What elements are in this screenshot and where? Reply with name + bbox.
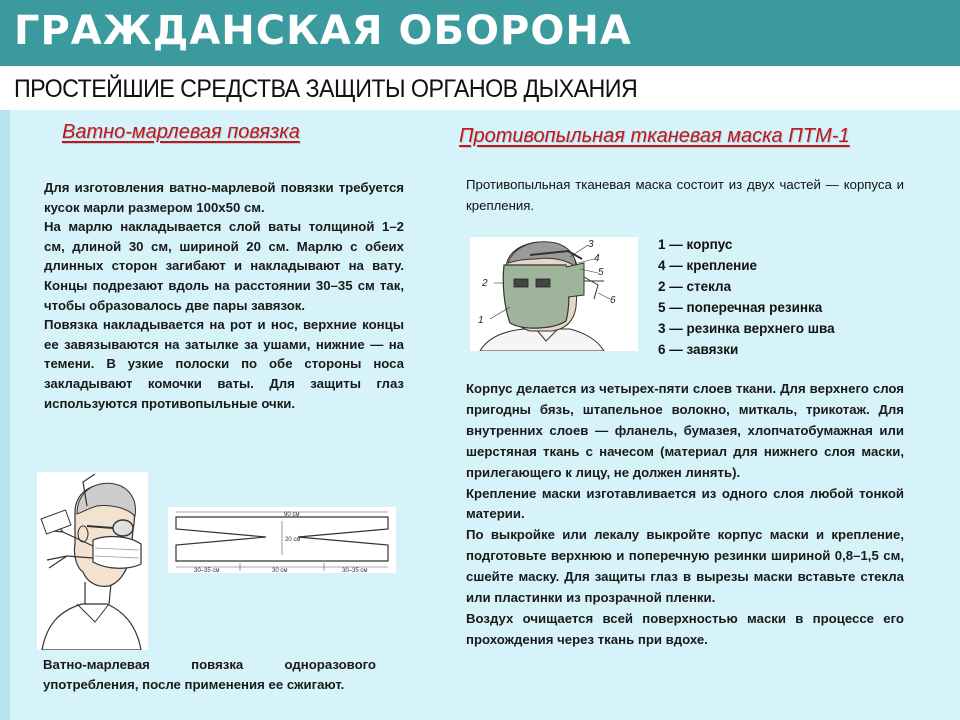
bandage-wearer-illustration	[37, 472, 148, 650]
mask-legend	[658, 234, 835, 360]
diagram-label-bottom-right: 30–35 см	[342, 568, 368, 573]
left-paragraph-2: На марлю накладывается слой ваты толщиной 1–2 см, длиной 30 см, шириной 20 см. Марлю с обеих длинных сторон загибают и накладывают на вату. Концы подрезают вдоль на расстоянии 30–35 см так, чтобы образовалось две пары завязок.	[44, 219, 404, 313]
bandage-wearer-figure	[37, 472, 148, 650]
legend-item: 1 — корпус	[658, 237, 733, 252]
mask-callout-5: 5	[598, 267, 604, 278]
right-paragraph-3: По выкройке или лекалу выкройте корпус маски и крепление, подготовьте верхнюю и поперечную резинки шириной 0,8–1,5 см, сшейте маску. Для защиты глаз в вырезы маски вставьте стекла или пластинки из прозрачной пленки.	[466, 527, 904, 606]
right-intro: Противопыльная тканевая маска состоит из двух частей — корпуса и крепления.	[466, 177, 904, 213]
mask-callout-6: 6	[610, 295, 616, 306]
diagram-label-top: 90 см	[284, 512, 300, 518]
legend-item: 3 — резинка верхнего шва	[658, 321, 835, 336]
diagram-label-middle: 20 см	[285, 537, 301, 543]
page-subtitle: ПРОСТЕЙШИЕ СРЕДСТВА ЗАЩИТЫ ОРГАНОВ ДЫХАНИЯ	[14, 75, 638, 103]
mask-callout-2: 2	[482, 278, 488, 289]
legend-item: 6 — завязки	[658, 342, 739, 357]
header-band	[0, 0, 960, 66]
diagram-label-bottom-center: 30 см	[272, 568, 288, 573]
right-column-title: Противопыльная тканевая маска ПТМ-1	[459, 125, 850, 147]
cutting-diagram-svg	[168, 507, 396, 573]
mask-callout-4: 4	[594, 253, 600, 264]
left-caption: Ватно-марлевая повязка одноразового употребления, после применения ее сжигают.	[43, 657, 376, 692]
left-text	[44, 178, 404, 413]
legend-item: 2 — стекла	[658, 279, 732, 294]
legend-item: 4 — крепление	[658, 258, 758, 273]
mask-callout-3: 3	[588, 239, 594, 250]
mask-callout-1: 1	[478, 315, 484, 326]
page-title: ГРАЖДАНСКАЯ ОБОРОНА	[14, 8, 632, 54]
left-column-title: Ватно-марлевая повязка	[62, 121, 300, 143]
right-paragraph-2: Крепление маски изготавливается из одного слоя любой тонкой материи.	[466, 485, 904, 522]
right-text	[466, 379, 904, 651]
left-paragraph-3: Повязка накладывается на рот и нос, верхние концы ее завязываются на затылке за ушами, нижние — на темени. В узкие полоски по обе стороны носа закладывают комочки ваты. Для защиты глаз используются противопыльные очки.	[44, 317, 404, 411]
diagram-label-bottom-left: 30–35 см	[194, 568, 220, 573]
legend-item: 5 — поперечная резинка	[658, 300, 823, 315]
left-paragraph-1: Для изготовления ватно-марлевой повязки требуется кусок марли размером 100х50 см.	[44, 180, 404, 215]
right-paragraph-4: Воздух очищается всей поверхностью маски в процессе его прохождения через ткань при вдохе.	[466, 610, 904, 647]
bandage-cutting-diagram	[168, 507, 396, 573]
mask-figure	[470, 237, 638, 351]
right-paragraph-1: Корпус делается из четырех-пяти слоев ткани. Для верхнего слоя пригодны бязь, штапельное волокно, миткаль, трикотаж. Для внутренних слоев — фланель, бумазея, хлопчатобумажная или шерстяная ткань с начесом (материал для нижнего слоя маски, прилегающего к лицу, не должен линять).	[466, 381, 904, 480]
mask-illustration	[470, 237, 638, 351]
